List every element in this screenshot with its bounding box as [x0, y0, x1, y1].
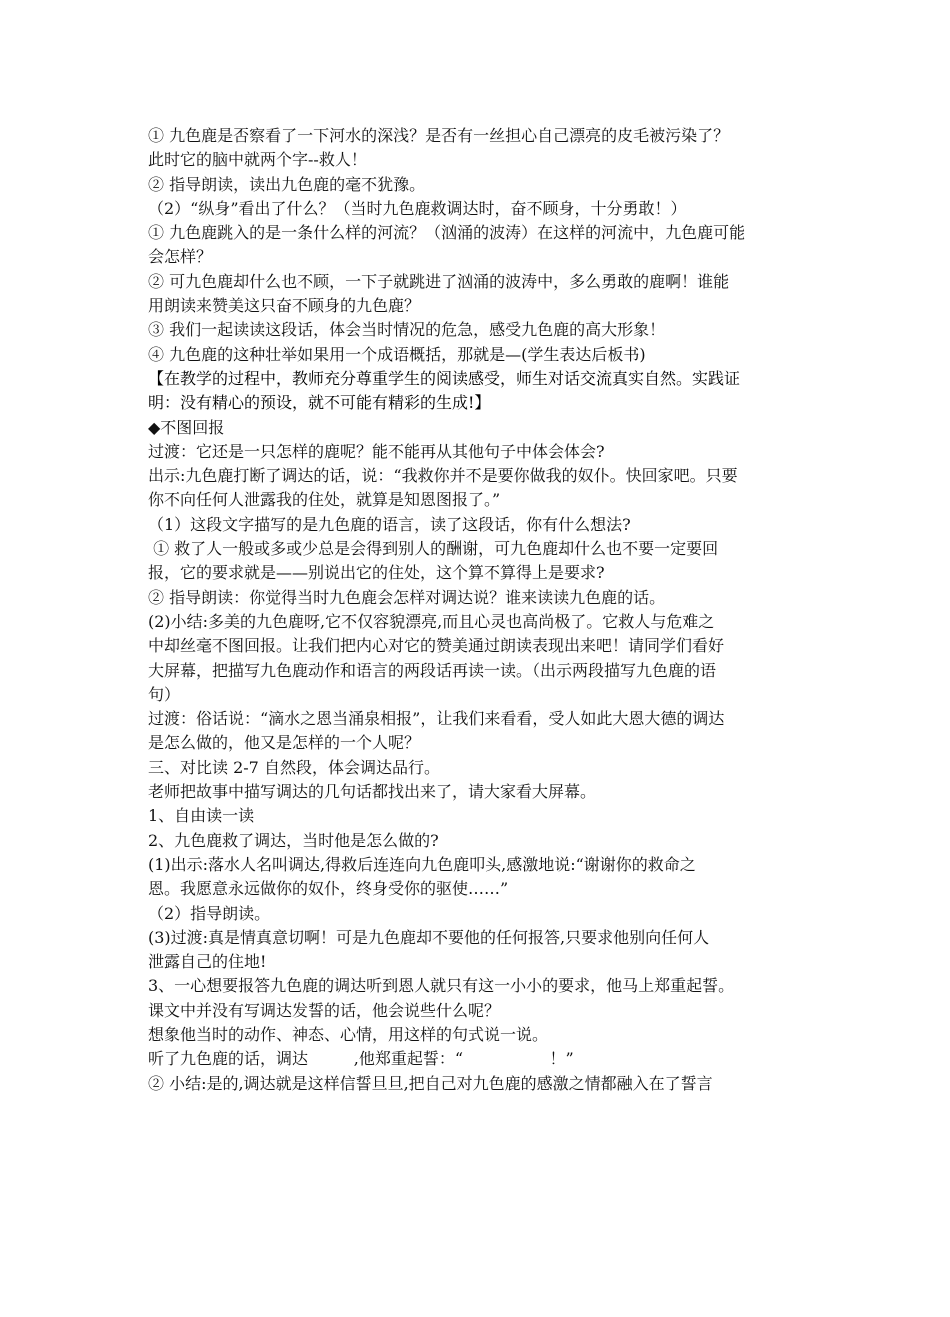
text-line: 恩。我愿意永远做你的奴仆，终身受你的驱使……”	[148, 879, 509, 899]
text-line: 老师把故事中描写调达的几句话都找出来了，请大家看大屏幕。	[148, 782, 597, 802]
text-line: 1、自由读一读	[148, 806, 255, 826]
text-line: 句）	[148, 684, 181, 704]
text-line: 是怎么做的，他又是怎样的一个人呢？	[148, 733, 421, 753]
text-line: 用朗读来赞美这只奋不顾身的九色鹿？	[148, 296, 421, 316]
text-line: ① 救了人一般或多或少总是会得到别人的酬谢，可九色鹿却什么也不要一定要回	[148, 539, 719, 559]
section-heading: 三、对比读 2-7 自然段，体会调达品行。	[148, 757, 440, 777]
text-line: 出示:九色鹿打断了调达的话，说：“我救你并不是要你做我的奴仆。快回家吧。只要	[148, 466, 738, 486]
text-line: 过渡：它还是一只怎样的鹿呢？能不能再从其他句子中体会体会?	[148, 441, 605, 461]
text-line: 此时它的脑中就两个字--救人！	[148, 150, 367, 170]
text-line: (1)出示:落水人名叫调达,得救后连连向九色鹿叩头,感激地说:“谢谢你的救命之	[148, 854, 696, 874]
text-line: 3、一心想要报答九色鹿的调达听到恩人就只有这一小小的要求，他马上郑重起誓。	[148, 976, 735, 996]
text-line: 大屏幕，把描写九色鹿动作和语言的两段话再读一读。（出示两段描写九色鹿的语	[148, 660, 717, 680]
text-line: ① 九色鹿是否察看了一下河水的深浅？是否有一丝担心自己漂亮的皮毛被污染了？	[148, 126, 730, 145]
text-line: 课文中并没有写调达发誓的话，他会说些什么呢？	[148, 1000, 501, 1020]
text-line: 中却丝毫不图回报。让我们把内心对它的赞美通过朗读表现出来吧！请同学们看好	[148, 636, 725, 656]
text-line: 想象他当时的动作、神态、心情，用这样的句式说一说。	[148, 1024, 549, 1044]
section-heading: ◆不图回报	[148, 417, 225, 437]
text-line: 会怎样？	[148, 247, 213, 267]
text-line: ② 指导朗读，读出九色鹿的毫不犹豫。	[148, 174, 426, 194]
text-line: 报，它的要求就是——别说出它的住处，这个算不算得上是要求?	[148, 563, 605, 583]
text-line: (2)小结:多美的九色鹿呀,它不仅容貌漂亮,而且心灵也高尚极了。它救人与危难之	[148, 611, 715, 631]
text-line: 听了九色鹿的话，调达 ,他郑重起誓：“ ！”	[148, 1049, 574, 1069]
text-line: ② 可九色鹿却什么也不顾，一下子就跳进了汹涌的波涛中，多么勇敢的鹿啊！谁能	[148, 271, 730, 291]
text-line: ② 小结:是的,调达就是这样信誓旦旦,把自己对九色鹿的感激之情都融入在了誓言	[148, 1073, 713, 1093]
text-line: 你不向任何人泄露我的住处，就算是知恩图报了。”	[148, 490, 501, 510]
text-line: 【在教学的过程中，教师充分尊重学生的阅读感受，师生对话交流真实自然。实践证	[148, 368, 741, 388]
text-line: 过渡：俗话说：“滴水之恩当涌泉相报”，让我们来看看，受人如此大恩大德的调达	[148, 709, 725, 729]
text-line: （1）这段文字描写的是九色鹿的语言，读了这段话，你有什么想法?	[148, 514, 631, 534]
text-line: ① 九色鹿跳入的是一条什么样的河流？（汹涌的波涛）在这样的河流中，九色鹿可能	[148, 223, 746, 243]
text-line: (3)过渡:真是情真意切啊！可是九色鹿却不要他的任何报答,只要求他别向任何人	[148, 927, 710, 947]
text-line: ④ 九色鹿的这种壮举如果用一个成语概括，那就是—(学生表达后板书)	[148, 344, 646, 364]
text-line: ③ 我们一起读读这段话，体会当时情况的危急，感受九色鹿的高大形象！	[148, 320, 666, 340]
text-line: 2、九色鹿救了调达，当时他是怎么做的?	[148, 830, 439, 850]
text-line: （2）指导朗读。	[148, 903, 271, 923]
document-body	[148, 124, 818, 1096]
text-line: （2）“纵身”看出了什么？（当时九色鹿救调达时，奋不顾身，十分勇敢！）	[148, 198, 687, 218]
text-line: 泄露自己的住地!	[148, 952, 267, 972]
text-line: ② 指导朗读：你觉得当时九色鹿会怎样对调达说？谁来读读九色鹿的话。	[148, 587, 666, 607]
text-line: 明：没有精心的预设，就不可能有精彩的生成!】	[148, 393, 491, 413]
